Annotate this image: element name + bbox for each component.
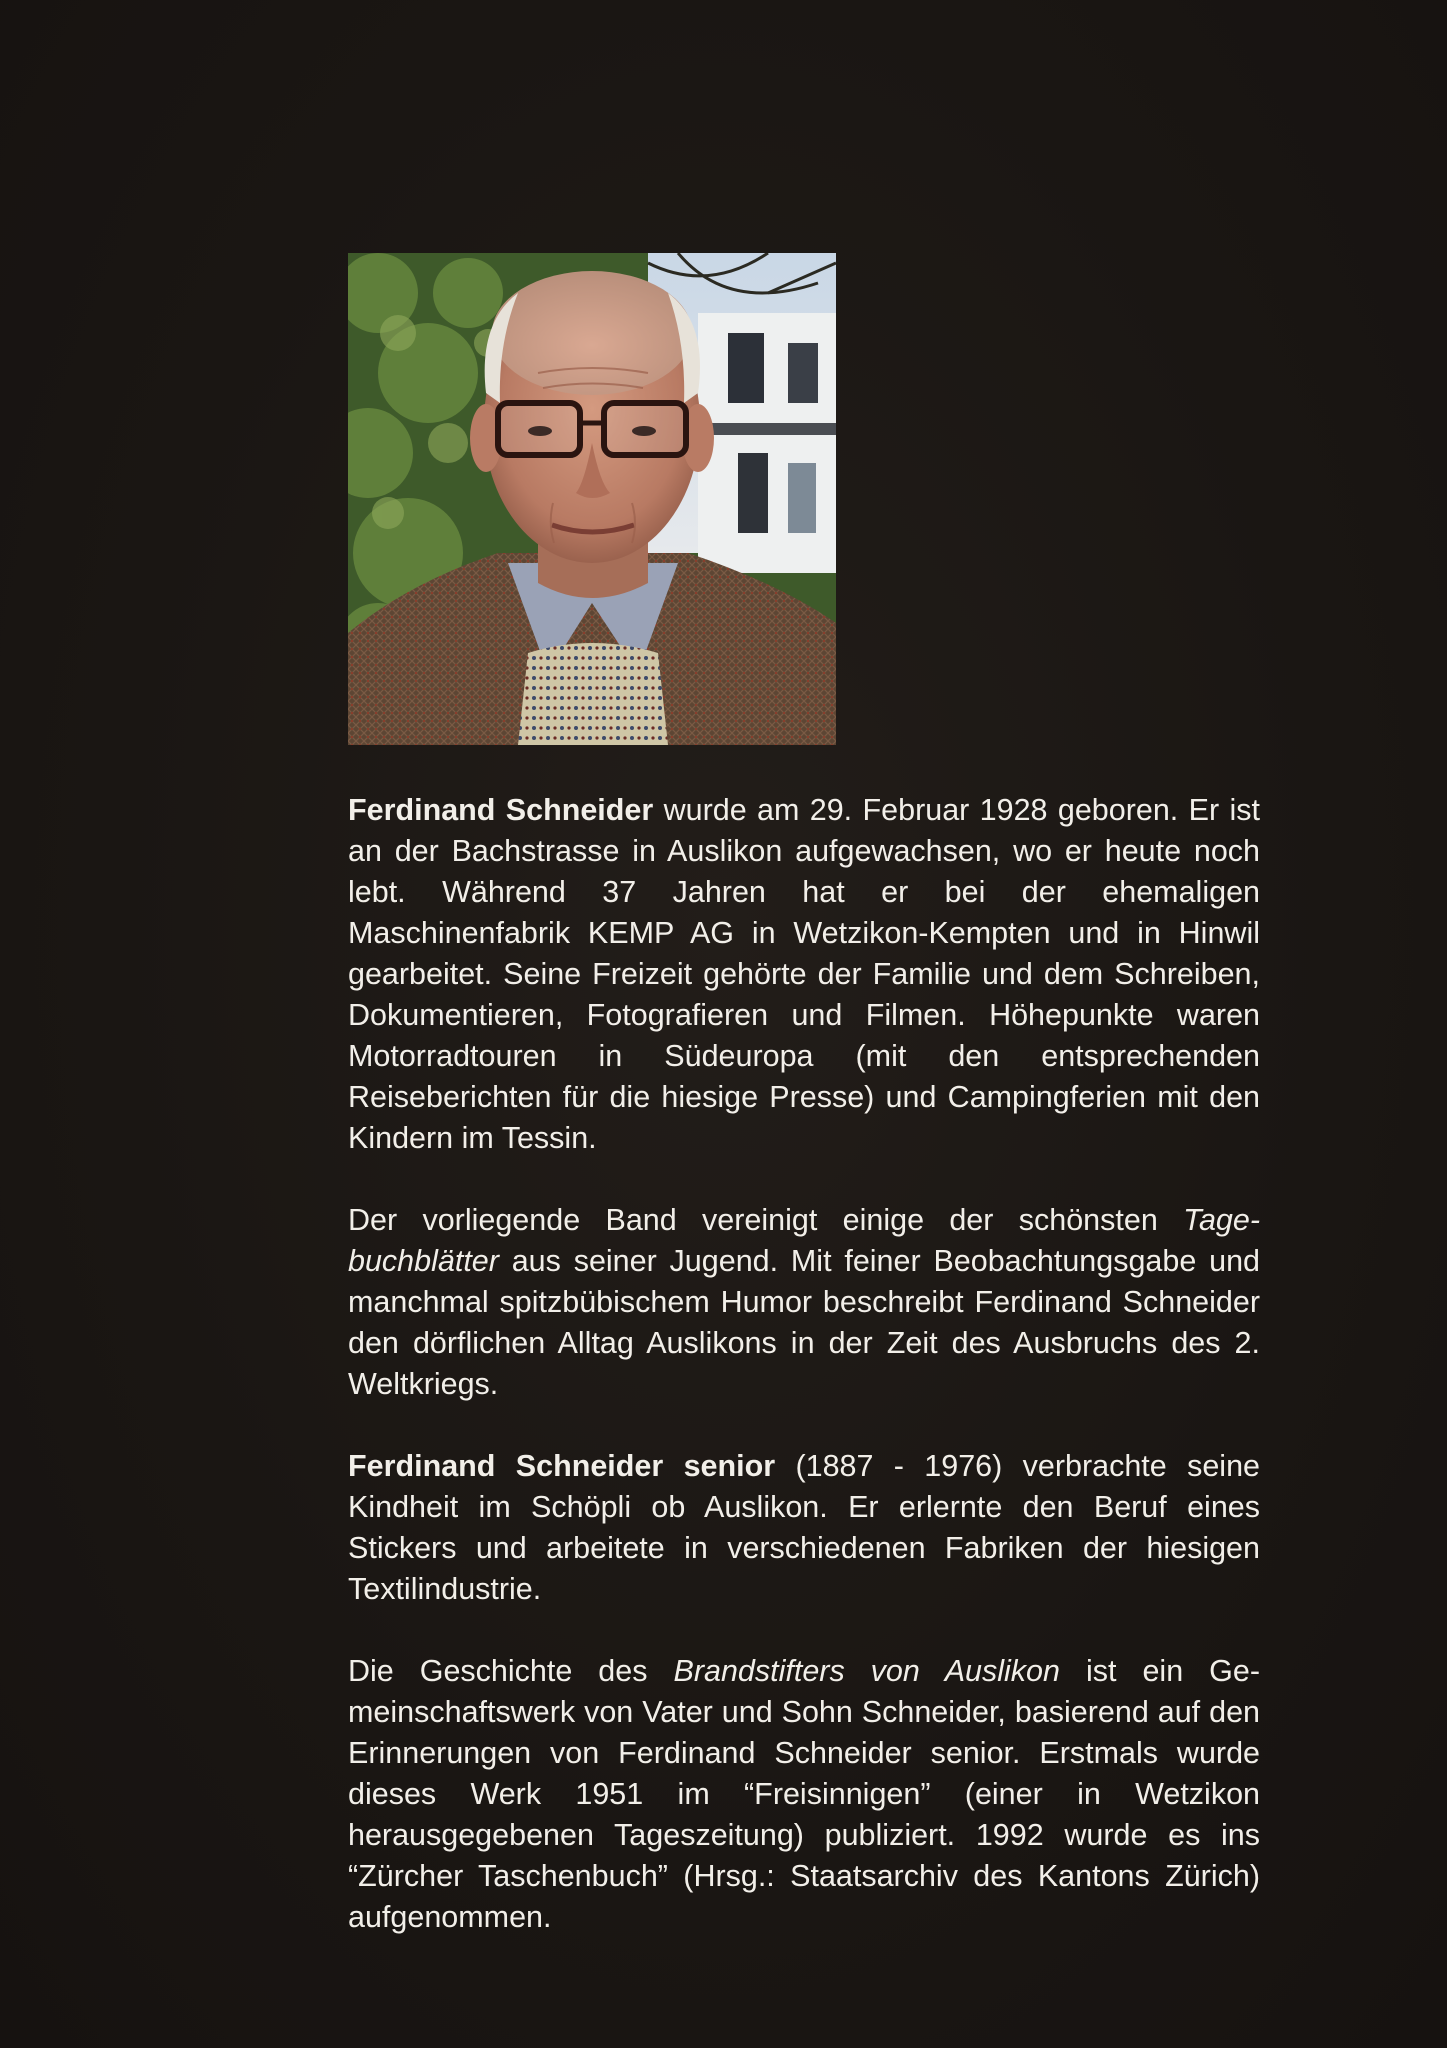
author-biography — [348, 790, 1260, 1938]
paragraph-text-after: ist ein Gemeinschaftswerk von Vater und Sohn Schneider, basierend auf den Erinnerungen von Ferdinand Schneider senior. Erstmals wurde dieses Werk 1951 im “Freisinnigen” (einer in Wetzikon herausgegebenen Tageszeitung) publiziert. 1992 wurde es ins “Zürcher Taschenbuch” (Hrsg.: Staatsarchiv des Kantons Zürich) aufgenommen. — [348, 1654, 1261, 1934]
senior-name: Ferdinand Schneider senior — [348, 1449, 776, 1483]
paragraph-text-before: Der vorliegende Band vereinigt einige der schönsten — [348, 1203, 1184, 1237]
paragraph-text: wurde am 29. Februar 1928 geboren. Er ist an der Bachstrasse in Auslikon aufgewachsen, wo er heute noch lebt. Während 37 Jahren hat er bei der ehemaligen Maschinenfabrik KEMP AG in Wetzikon-Kempten und in Hinwil gearbeitet. Seine Freizeit gehörte der Familie und dem Schreiben, Dokumentieren, Fotografieren und Filmen. Höhepunkte waren Motorradtouren in Südeuropa (mit den entsprechenden Reiseberichten für die hiesige Presse) und Campingferien mit den Kindern im Tessin. — [348, 793, 1260, 1155]
paragraph-story-history — [348, 1651, 1260, 1938]
paragraph-text-after: aus seiner Jugend. Mit feiner Beobachtungsgabe und manchmal spitzbübischem Humor beschreibt Ferdinand Schneider den dörflichen Alltag Auslikons in der Zeit des Ausbruchs des 2. Weltkriegs. — [348, 1244, 1260, 1401]
author-name: Ferdinand Schneider — [348, 793, 654, 827]
paragraph-text: (1887 - 1976) verbrachte seine Kindheit im Schöpli ob Auslikon. Er erlernte den Beruf eines Stickers und arbeitete in verschiedenen Fabriken der hiesigen Textilindustrie. — [348, 1449, 1260, 1606]
paragraph-text-before: Die Geschichte des — [348, 1654, 674, 1688]
paragraph-author-bio — [348, 790, 1260, 1159]
paragraph-senior-bio — [348, 1446, 1260, 1610]
author-portrait-image — [348, 253, 836, 745]
paragraph-book-description — [348, 1200, 1260, 1405]
book-title-italic: Tagebuchblätter — [348, 1203, 1260, 1278]
story-title-italic: Brandstifters von Auslikon — [673, 1654, 1060, 1688]
author-photo — [348, 253, 836, 745]
